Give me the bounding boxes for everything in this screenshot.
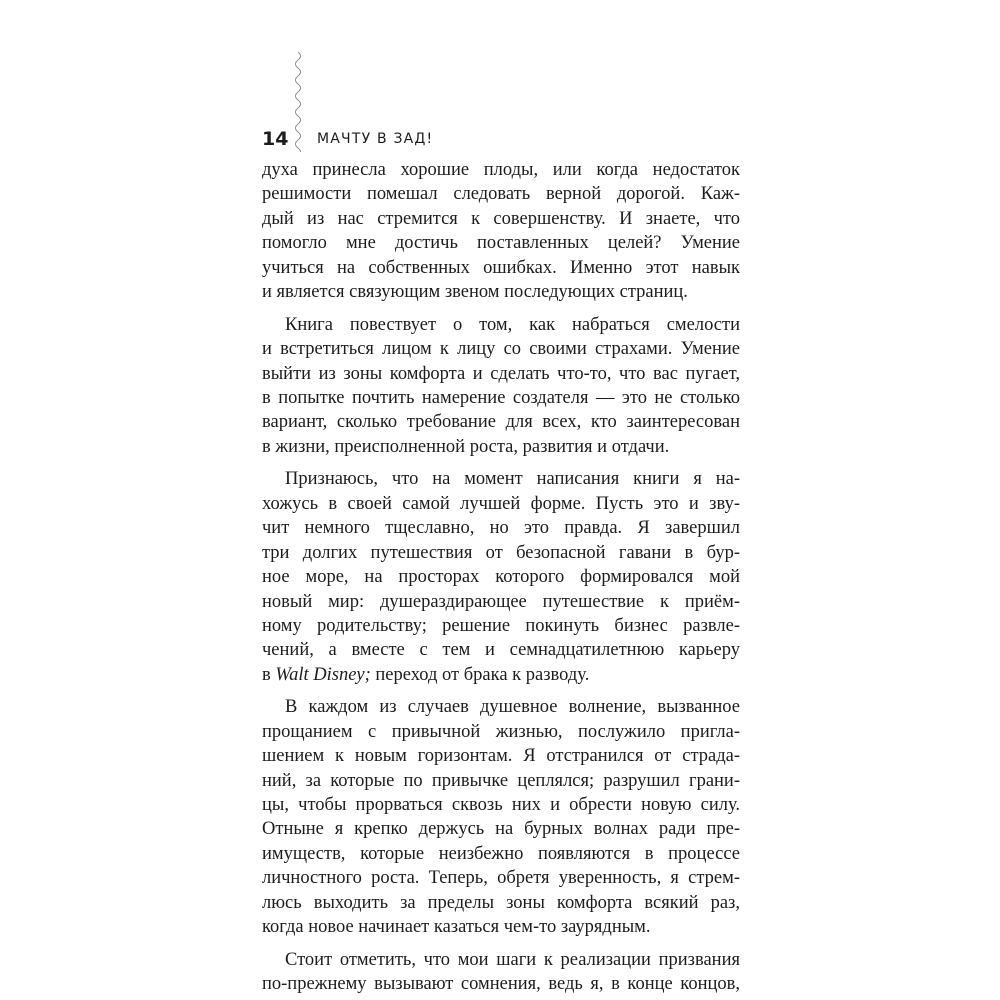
text-line: по-прежнему вызывают сомнения, ведь я, в конце концов, <box>262 974 740 995</box>
text-line: дый из нас стремится к совершенству. И знаете, что <box>262 208 740 229</box>
paragraph <box>262 695 740 939</box>
paragraph <box>262 313 740 459</box>
text-line: духа принесла хорошие плоды, или когда недостаток <box>262 160 740 180</box>
text-line: помогло мне достичь поставленных целей? Умение <box>262 233 740 254</box>
text-line: прощанием с привычной жизнью, послужило пригла- <box>262 721 740 742</box>
text-line: вариант, сколько требование для всех, кто заинтересован <box>262 412 740 433</box>
text-line <box>262 663 740 687</box>
paragraph <box>262 948 740 997</box>
text-line: в попытке почтить намерение создателя — это не столько <box>262 387 740 408</box>
text-segment: в <box>262 664 276 685</box>
text-line: личностного роста. Теперь, обретя уверенность, я стрем- <box>262 868 740 889</box>
text-line: В каждом из случаев душевное волнение, вызванное <box>285 697 740 718</box>
text-line: ное море, на просторах которого формировался мой <box>262 567 740 588</box>
paragraph <box>262 467 740 687</box>
text-line: новый мир: душераздирающее путешествие к приём- <box>262 591 740 612</box>
page-number: 14 <box>262 128 289 150</box>
text-line: Книга повествует о том, как набраться смелости <box>285 314 740 335</box>
text-line: люсь выходить за пределы зоны комфорта всякий раз, <box>262 892 740 913</box>
text-segment: переход от брака к разводу. <box>370 664 590 685</box>
text-line: и является связующим звеном последующих страниц. <box>262 282 688 303</box>
wavy-rule-ornament <box>291 52 305 152</box>
company-name: Walt Disney; <box>275 664 371 685</box>
text-line: шением к новым горизонтам. Я отстранился от страда- <box>262 746 740 767</box>
text-line: и встретиться лицом к лицу со своими страхами. Умение <box>262 339 740 360</box>
text-line: чений, а вместе с тем и семнадцатилетнюю карьеру <box>262 640 740 661</box>
body-text <box>262 158 740 997</box>
text-line: Отныне я крепко держусь на бурных волнах ради пре- <box>262 819 740 840</box>
text-line: когда новое начинает казаться чем-то заурядным. <box>262 917 651 938</box>
text-line: учиться на собственных ошибках. Именно этот навык <box>262 257 740 278</box>
text-line: в жизни, преисполненной роста, развития и отдачи. <box>262 436 670 457</box>
text-line: хожусь в своей самой лучшей форме. Пусть это и зву- <box>262 493 740 514</box>
text-line: ний, за которые по привычке цеплялся; разрушил грани- <box>262 770 740 791</box>
text-line: цы, чтобы прорваться сквозь них и обрести новую силу. <box>262 795 740 816</box>
text-line: три долгих путешествия от безопасной гавани в бур- <box>262 542 740 563</box>
text-line: чит немного тщеславно, но это правда. Я завершил <box>262 518 740 539</box>
text-line: Признаюсь, что на момент написания книги я на- <box>285 469 740 490</box>
text-line: выйти из зоны комфорта и сделать что-то, что вас пугает, <box>262 363 740 384</box>
text-line: ному родительству; решение покинуть бизнес развле- <box>262 615 740 636</box>
text-line: решимости помешал следовать верной дорогой. Каж- <box>262 184 740 205</box>
text-line: Стоит отметить, что мои шаги к реализации призвания <box>285 949 740 970</box>
running-title: МАЧТУ В ЗАД! <box>317 131 434 147</box>
text-line: имуществ, которые неизбежно появляются в процессе <box>262 843 740 864</box>
paragraph <box>262 158 740 304</box>
